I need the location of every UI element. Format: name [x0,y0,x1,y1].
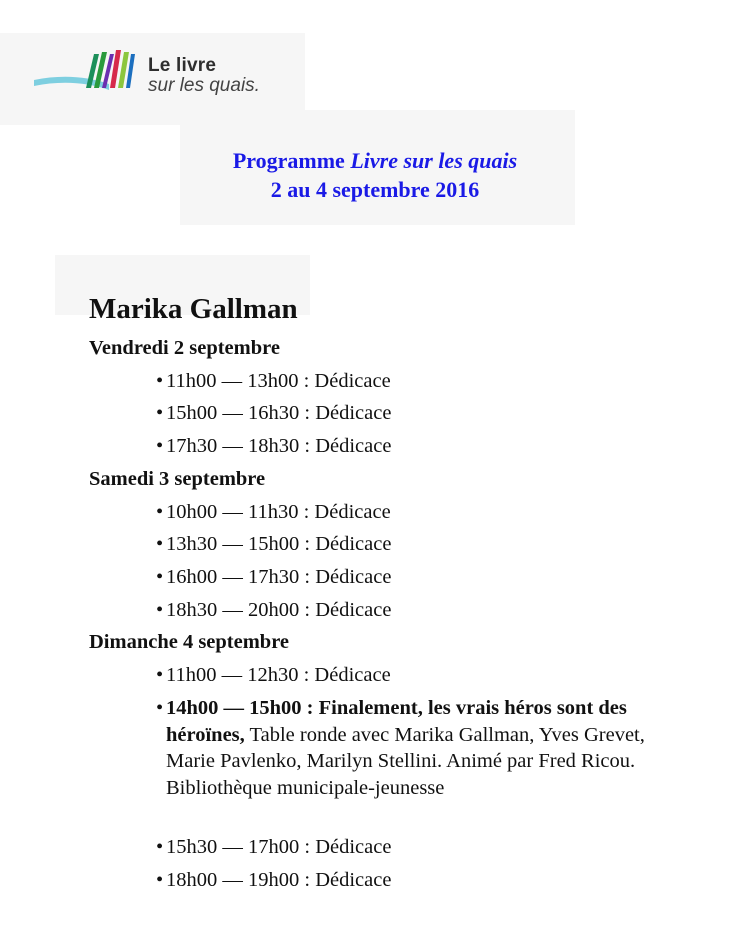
logo [34,44,294,104]
author-name: Marika Gallman [89,293,298,325]
schedule-item-text: 18h30 — 20h00 : Dédicace [166,599,392,621]
bullet-icon: • [156,501,164,523]
programme-dates: 2 au 4 septembre 2016 [270,177,480,202]
day-heading: Samedi 3 septembre [89,468,266,490]
day-heading: Dimanche 4 septembre [89,631,290,653]
schedule-item [156,499,391,525]
schedule-item-text: 13h30 — 15h00 : Dédicace [166,533,392,555]
logo-line2: sur les quais. [148,75,260,96]
schedule-item [156,564,391,590]
bullet-icon: • [156,869,164,891]
logo-line1: Le livre [148,55,217,76]
bullet-icon: • [156,402,164,424]
bullet-icon: • [156,435,164,457]
day-heading: Vendredi 2 septembre [89,337,280,359]
logo-books-icon [34,44,144,100]
schedule-item [156,531,391,557]
schedule-item [156,834,391,860]
roundtable-details: Table ronde avec Marika Gallman, Yves Grevet, Marie Pavlenko, Marilyn Stellini. Animé par Fred Ricou. Bibliothèque municipale-jeunesse [166,723,645,799]
schedule-item-text: 18h00 — 19h00 : Dédicace [166,869,392,891]
programme-heading [140,146,610,204]
bullet-icon: • [156,697,164,719]
schedule-item-text: 17h30 — 18h30 : Dédicace [166,435,392,457]
bullet-icon: • [156,566,164,588]
roundtable-text [166,695,656,801]
programme-title-italic: Livre sur les quais [350,148,518,173]
schedule-item [156,433,391,459]
schedule-item [156,400,391,426]
bullet-icon: • [156,664,164,686]
schedule-item [156,368,391,394]
schedule-item [156,867,391,893]
schedule-item-text: 11h00 — 12h30 : Dédicace [166,664,391,686]
schedule-item-roundtable [156,695,656,801]
schedule-item [156,662,391,688]
schedule-item-text: 15h30 — 17h00 : Dédicace [166,836,392,858]
schedule-item-text: 15h00 — 16h30 : Dédicace [166,402,392,424]
schedule-item-text: 16h00 — 17h30 : Dédicace [166,566,392,588]
schedule-item-text: 10h00 — 11h30 : Dédicace [166,501,391,523]
programme-title [140,146,610,175]
programme-title-plain: Programme [232,148,345,173]
schedule-item [156,597,391,623]
roundtable-title: 14h00 — 15h00 : Finalement, les vrais héros sont des héroïnes, [166,697,627,746]
schedule-item-text: 11h00 — 13h00 : Dédicace [166,370,391,392]
bullet-icon: • [156,370,164,392]
bullet-icon: • [156,836,164,858]
logo-text [148,56,260,96]
bullet-icon: • [156,599,164,621]
bullet-icon: • [156,533,164,555]
